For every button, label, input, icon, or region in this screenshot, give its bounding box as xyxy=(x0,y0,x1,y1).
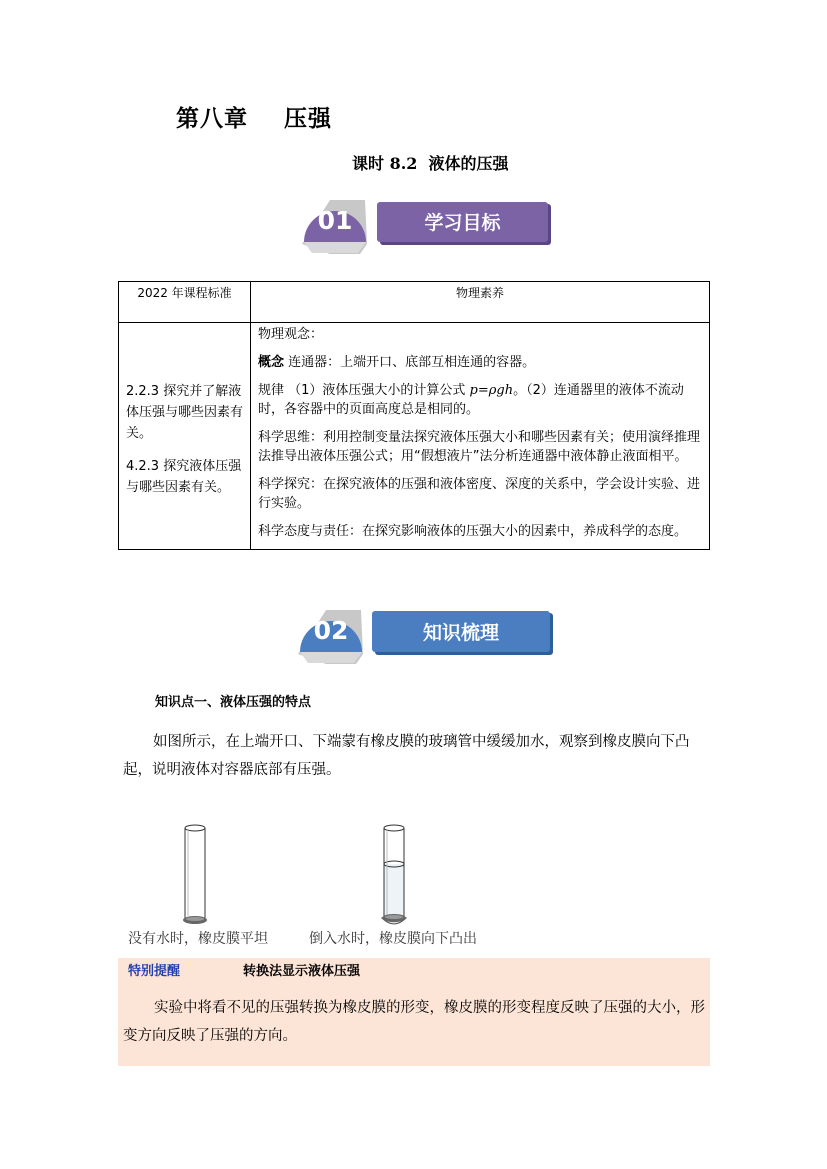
reminder-subtitle: 转换法显示液体压强 xyxy=(243,964,361,979)
chapter-title: 第八章 压强 xyxy=(176,105,333,132)
standard-item: 4.2.3 探究液体压强与哪些因素有关。 xyxy=(126,459,242,495)
law-formula: p=ρgh xyxy=(469,383,514,398)
section-number: 01 xyxy=(317,206,353,235)
lesson-title: 课时 8.2 液体的压强 xyxy=(352,154,509,173)
attitude-line: 科学态度与责任：在探究影响液体的压强大小的因素中，养成科学的态度。 xyxy=(258,524,688,539)
literacy-cell xyxy=(251,323,710,550)
thinking-line: 科学思维：利用控制变量法探究液体压强大小和哪些因素有关；使用演绎推理法推导出液体压强公式；用“假想液片”法分析连通器中液体静止液面相平。 xyxy=(258,430,701,464)
table-header-literacy: 物理素养 xyxy=(251,282,710,323)
tube-with-water xyxy=(382,825,406,924)
table-header-standard: 2022 年课程标准 xyxy=(119,282,251,323)
section-label: 学习目标 xyxy=(424,212,501,234)
standard-item: 2.2.3 探究并了解液体压强与哪些因素有关。 xyxy=(126,384,244,441)
special-reminder-box xyxy=(118,958,710,1066)
law-line xyxy=(258,381,703,419)
body-paragraph: 如图所示，在上端开口、下端蒙有橡皮膜的玻璃管中缓缓加水，观察到橡皮膜向下凸起，说明液体对容器底部有压强。 xyxy=(123,734,690,778)
concept-heading: 物理观念： xyxy=(258,327,324,342)
section-badge-learning-goals xyxy=(300,198,552,258)
glass-tubes-figure xyxy=(175,824,415,928)
law-prefix: 规律 （1）液体压强大小的计算公式 xyxy=(258,383,470,398)
caption-water-tube: 倒入水时，橡皮膜向下凸出 xyxy=(309,931,477,947)
section-badge-knowledge xyxy=(296,608,554,668)
knowledge-point-heading: 知识点一、液体压强的特点 xyxy=(155,695,312,710)
goals-table xyxy=(118,281,710,550)
section-number: 02 xyxy=(313,616,349,645)
reminder-text: 实验中将看不见的压强转换为橡皮膜的形变，橡皮膜的形变程度反映了压强的大小，形变方向反映了压强的方向。 xyxy=(123,1000,705,1044)
concept-text: 连通器：上端开口、底部互相连通的容器。 xyxy=(284,355,536,370)
concept-label: 概念 xyxy=(258,355,285,370)
concept-line xyxy=(258,353,703,372)
section-label: 知识梳理 xyxy=(422,622,499,644)
inquiry-line: 科学探究：在探究液体的压强和液体密度、深度的关系中，学会设计实验、进行实验。 xyxy=(258,477,701,511)
tube-empty xyxy=(183,825,207,924)
caption-empty-tube: 没有水时，橡皮膜平坦 xyxy=(128,931,268,947)
law-suffix: 。（2）连通器里的液体不流动时，各容器中的页面高度总是相同的。 xyxy=(258,383,684,417)
reminder-title: 特别提醒 xyxy=(128,964,181,979)
standards-cell xyxy=(119,323,251,550)
